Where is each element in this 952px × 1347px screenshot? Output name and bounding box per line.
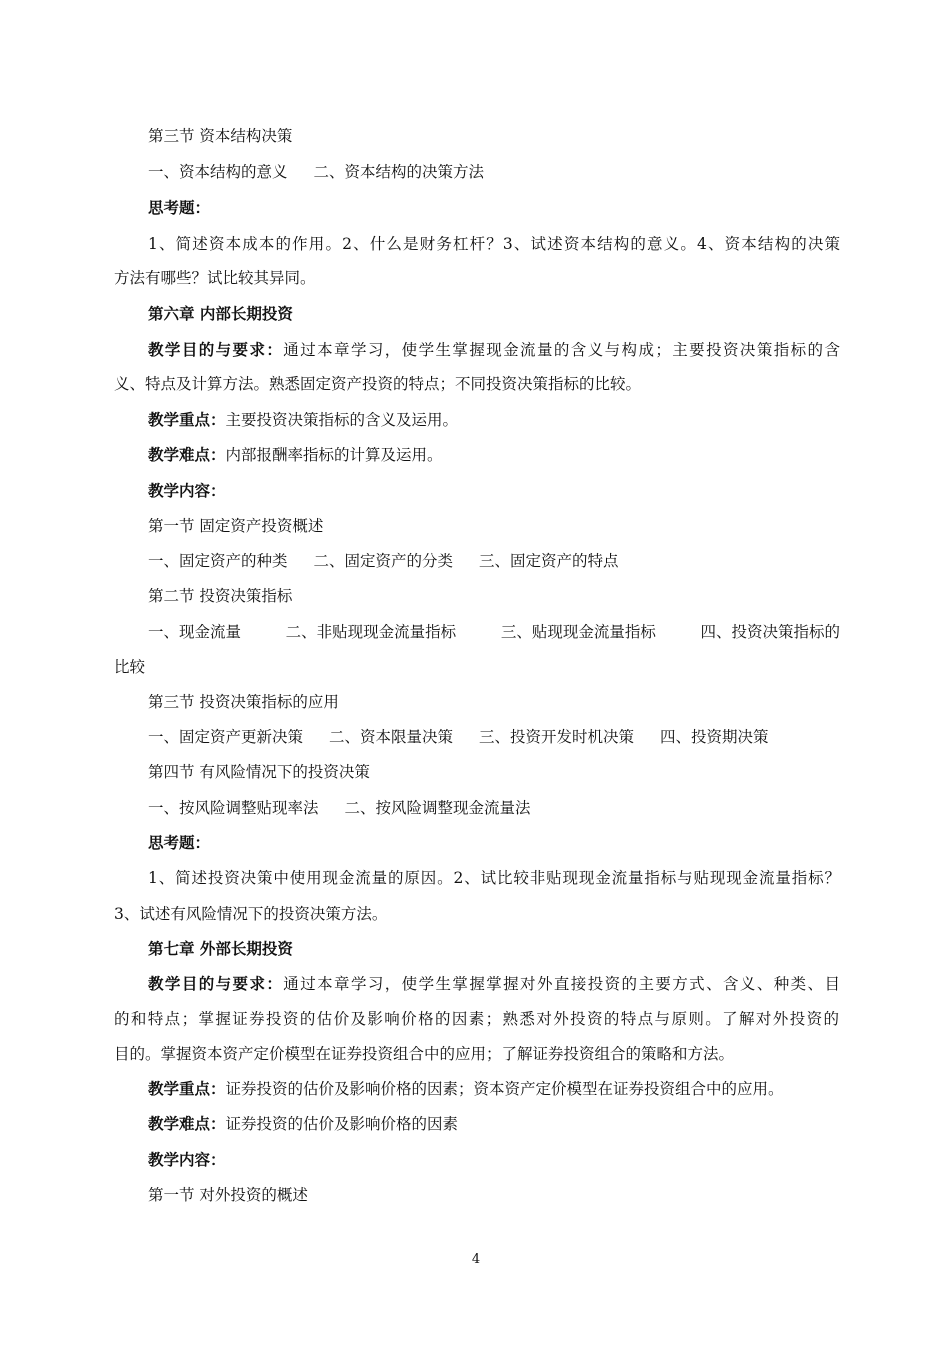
topic-item: 二、固定资产的分类 [313, 552, 454, 570]
label: 教学重点： [148, 1079, 226, 1098]
topic-list [148, 796, 531, 818]
topic-item: 三、投资开发时机决策 [479, 728, 635, 746]
section-heading: 第三节 投资决策指标的应用 [148, 693, 339, 711]
chapter-heading: 第六章 内部长期投资 [148, 304, 293, 323]
objectives-paragraph [148, 338, 840, 360]
topic-item: 二、非贴现现金流量指标 [285, 623, 457, 641]
section-heading [148, 124, 292, 146]
text: 通过本章学习，使学生掌握掌握对外直接投资的主要方式、含义、种类、目 [283, 975, 840, 993]
section-heading: 第四节 有风险情况下的投资决策 [148, 763, 370, 781]
paragraph-line: 比较 [114, 658, 146, 676]
content-heading: 教学内容： [148, 1150, 226, 1169]
paragraph-line: 目的。掌握资本资产定价模型在证券投资组合中的应用；了解证券投资组合的策略和方法。 [114, 1045, 735, 1063]
label: 教学难点： [148, 445, 226, 464]
page-number: 4 [471, 1252, 481, 1267]
paragraph-line: 义、特点及计算方法。熟悉固定资产投资的特点；不同投资决策指标的比较。 [114, 375, 642, 393]
chapter-heading: 第七章 外部长期投资 [148, 939, 293, 958]
topic-item: 一、固定资产更新决策 [148, 728, 304, 746]
topic-list [148, 549, 619, 571]
paragraph-line: 1、简述资本成本的作用。2、什么是财务杠杆？3、试述资本结构的意义。4、资本结构的决策 [148, 235, 840, 253]
topic-list [148, 620, 840, 642]
questions-heading: 思考题： [148, 198, 211, 217]
questions-heading: 思考题： [148, 833, 211, 852]
text: 证券投资的估价及影响价格的因素 [225, 1115, 459, 1133]
topic-item: 一、资本结构的意义 [148, 163, 288, 181]
objectives-paragraph [148, 972, 840, 994]
paragraph-line: 的和特点；掌握证券投资的估价及影响价格的因素；熟悉对外投资的特点与原则。了解对外投资的 [114, 1010, 839, 1028]
label: 教学难点： [148, 1114, 226, 1133]
section-heading: 第二节 投资决策指标 [148, 587, 293, 605]
text: 主要投资决策指标的含义及运用。 [225, 411, 459, 429]
paragraph-line: 1、简述投资决策中使用现金流量的原因。2、试比较非贴现现金流量指标与贴现现金流量指标？ [148, 869, 840, 887]
topic-item: 二、资本限量决策 [329, 728, 454, 746]
topic-item: 三、固定资产的特点 [479, 552, 619, 570]
topic-item: 一、按风险调整贴现率法 [148, 799, 319, 817]
topic-item: 一、现金流量 [148, 623, 242, 641]
difficulties [148, 1112, 458, 1134]
section-heading: 第一节 固定资产投资概述 [148, 517, 324, 535]
label: 教学目的与要求： [148, 974, 284, 993]
section-heading: 第一节 对外投资的概述 [148, 1186, 308, 1204]
text: 第三节 资本结构决策 [148, 127, 293, 145]
topic-item: 四、投资决策指标的 [700, 623, 840, 641]
difficulties [148, 443, 443, 465]
label: 教学重点： [148, 410, 226, 429]
text: 证券投资的估价及影响价格的因素；资本资产定价模型在证券投资组合中的应用。 [225, 1080, 784, 1098]
topic-item: 三、贴现现金流量指标 [500, 623, 656, 641]
topic-item: 二、按风险调整现金流量法 [344, 799, 531, 817]
content-heading: 教学内容： [148, 481, 226, 500]
text: 通过本章学习，使学生掌握现金流量的含义与构成；主要投资决策指标的含 [283, 341, 840, 359]
label: 教学目的与要求： [148, 340, 284, 359]
key-points [148, 408, 458, 430]
topic-list [148, 725, 769, 747]
paragraph-line: 3、试述有风险情况下的投资决策方法。 [114, 905, 388, 923]
topic-item: 四、投资期决策 [660, 728, 769, 746]
key-points [148, 1077, 784, 1099]
topic-item: 二、资本结构的决策方法 [313, 163, 485, 181]
text: 内部报酬率指标的计算及运用。 [225, 446, 443, 464]
topic-list [148, 160, 484, 182]
topic-item: 一、固定资产的种类 [148, 552, 288, 570]
paragraph-line: 方法有哪些？试比较其异同。 [114, 269, 316, 287]
